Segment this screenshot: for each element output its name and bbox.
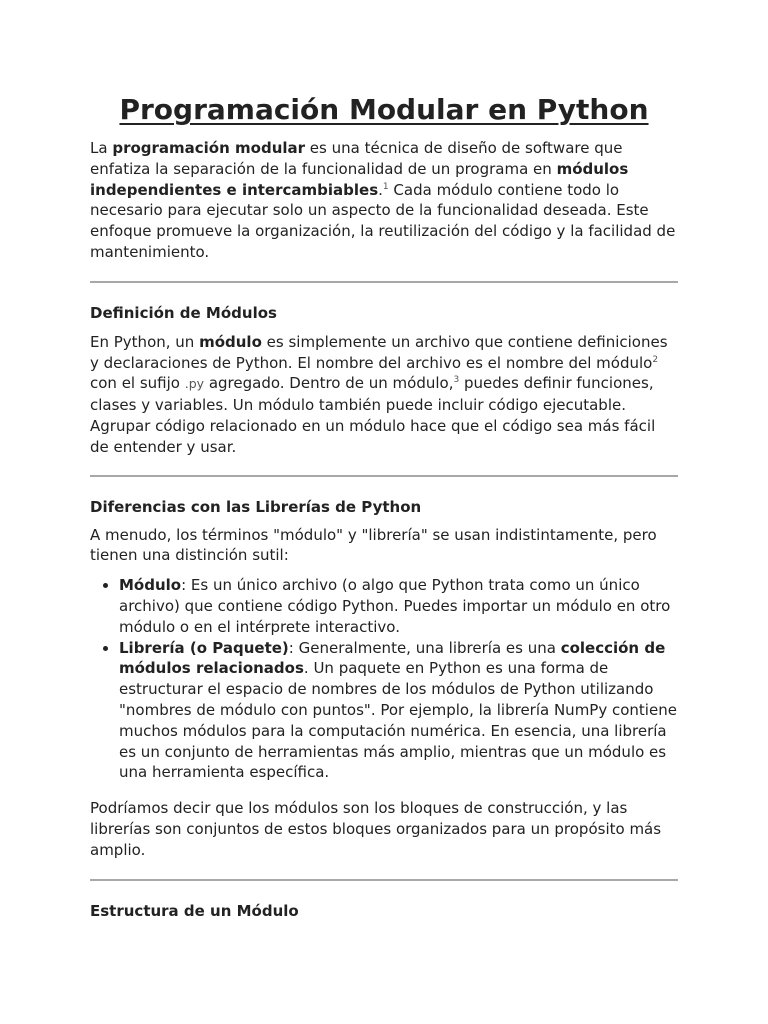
diferencias-list <box>90 575 678 783</box>
footnote-ref-2[interactable]: 2 <box>652 354 659 365</box>
section-heading-diferencias: Diferencias con las Librerías de Python <box>90 497 422 516</box>
definicion-bold-term: módulo <box>199 332 262 351</box>
inline-code-py: .py <box>184 376 205 392</box>
intro-bold-term: programación modular <box>112 139 306 157</box>
section-heading-definicion: Definición de Módulos <box>90 303 277 322</box>
intro-bold-phrase: módulos independientes e intercambiables <box>90 159 629 199</box>
section-heading-estructura: Estructura de un Módulo <box>90 901 299 920</box>
list-item-term: Módulo <box>119 576 182 595</box>
section-divider <box>90 475 678 477</box>
diferencias-closing: Podríamos decir que los módulos son los bloques de construcción, y las librerías son conjuntos de estos bloques organizados para un propósito más amplio. <box>90 799 662 859</box>
list-item-bold-phrase: colección de módulos relacionados <box>119 638 666 678</box>
footnote-ref-1[interactable]: 1 <box>382 181 389 192</box>
list-item: • Módulo: Es un único archivo (o algo que Python trata como un único archivo) que contiene código Python. Puedes importar un módulo en otro módulo o en el intérprete interactivo. <box>119 575 678 637</box>
page-title: Programación Modular en Python <box>119 93 649 126</box>
section-divider <box>90 281 678 283</box>
definicion-paragraph: En Python, un módulo es simplemente un archivo que contiene definiciones y declaraciones de Python. El nombre del archivo es el nombre del módulo$^2$ con el sufijo .py agregado. Dentro de un módulo,$^3$ puedes definir funciones, clases y variables. Un módulo también puede incluir código ejecutable. Agrupar código relacionado en un módulo hace que el código sea más fácil de entender y usar. <box>90 332 668 456</box>
footnote-ref-3[interactable]: 3 <box>453 375 460 386</box>
section-divider <box>90 879 678 881</box>
diferencias-lead: A menudo, los términos "módulo" y "librería" se usan indistintamente, pero tienen una distinción sutil: <box>90 525 657 565</box>
list-item: • Librería (o Paquete): Generalmente, una librería es una colección de módulos relacionados. Un paquete en Python es una forma de estructurar el espacio de nombres de los módulos de Python utilizando "nombres de módulo con puntos". Por ejemplo, la librería NumPy contiene muchos módulos para la computación numérica. En esencia, una librería es un conjunto de herramientas más amplio, mientras que un módulo es una herramienta específica. <box>119 638 678 784</box>
intro-paragraph: La programación modular es una técnica de diseño de software que enfatiza la separación de la funcionalidad de un programa en módulos independientes e intercambiables.$^1$ Cada módulo contiene todo lo necesario para ejecutar solo un aspecto de la funcionalidad deseada. Este enfoque promueve la organización, la reutilización del código y la facilidad de mantenimiento. <box>90 139 676 261</box>
list-item-term: Librería (o Paquete) <box>119 638 289 657</box>
